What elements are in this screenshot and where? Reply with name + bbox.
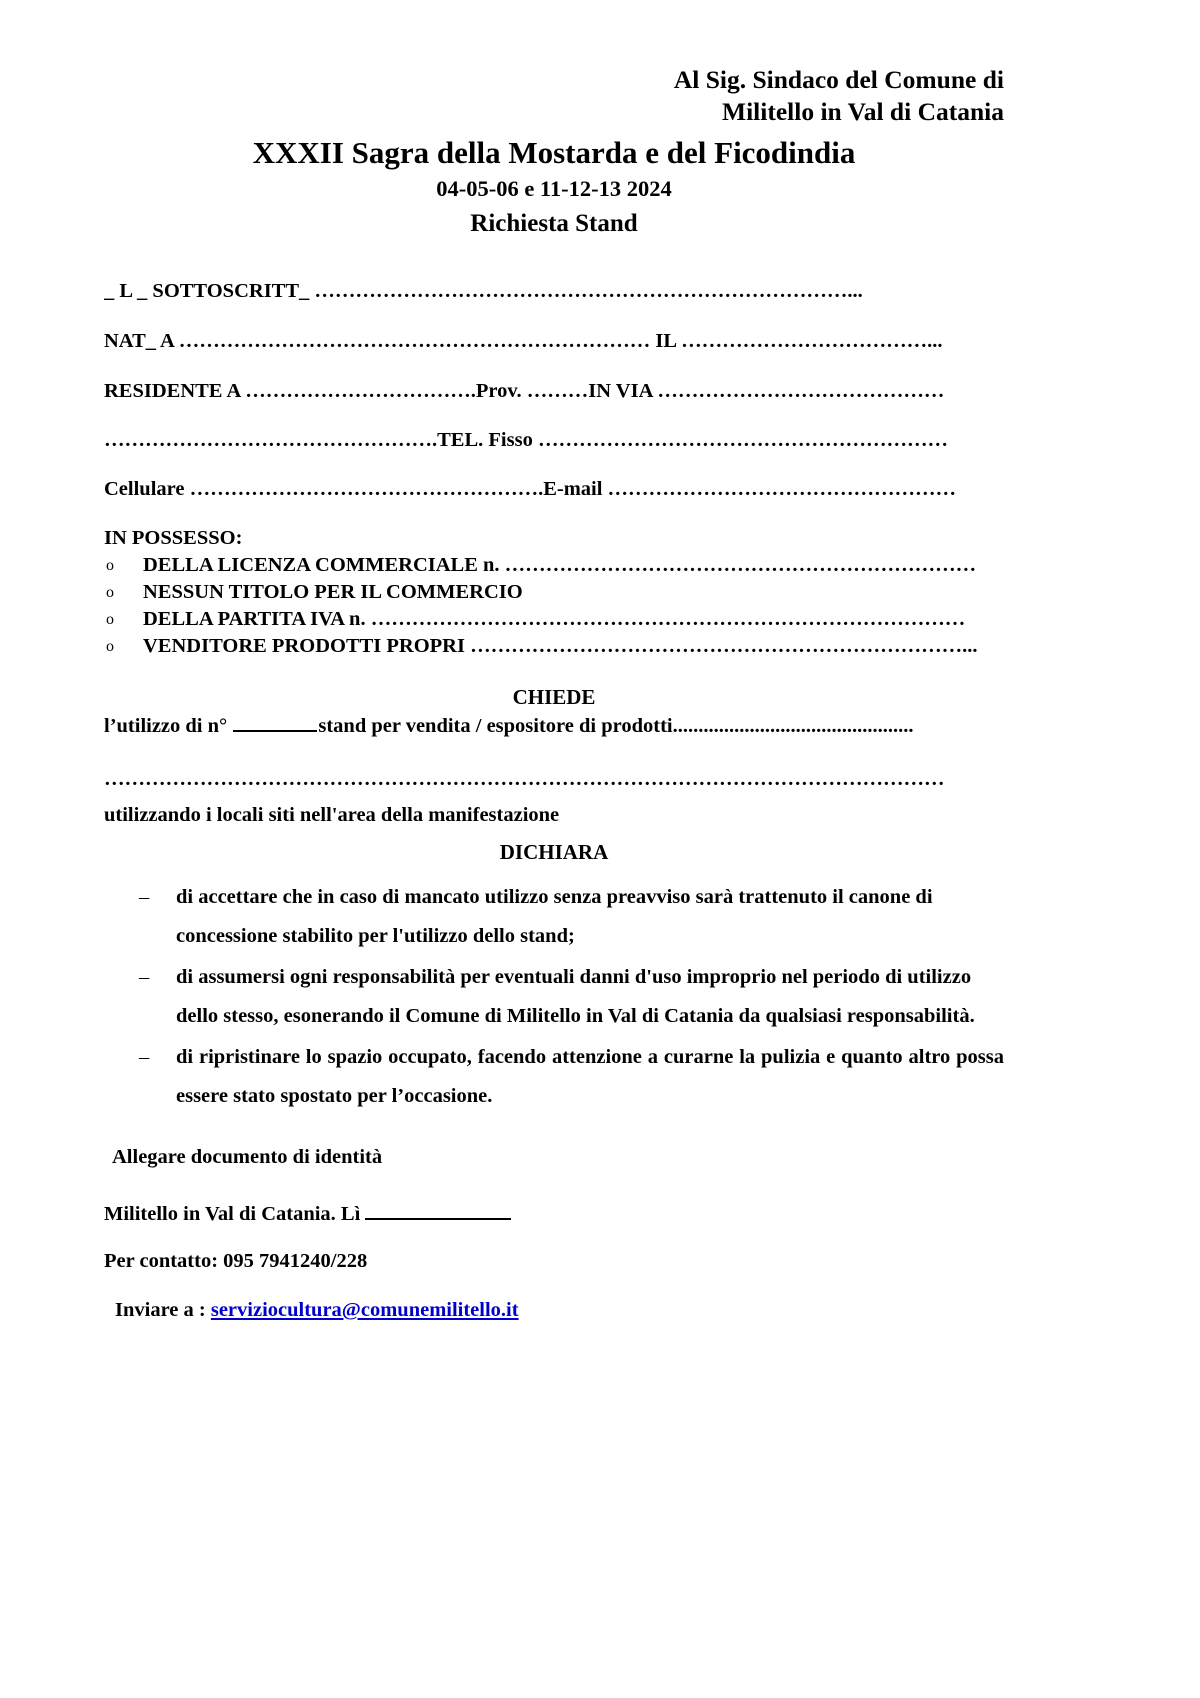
checkbox-circle-icon[interactable]: o [106,557,114,574]
chiede-suffix-label: stand per vendita / espositore di prodotti............................................... [318,715,914,737]
dichiara-item-text: di assumersi ogni responsabilità per eventuali danni d'uso improprio nel periodo di utilizzo dello stesso, esonerando il Comune di Militello in Val di Catania da qualsiasi responsabilità. [176,966,975,1027]
dichiara-item-text: di accettare che in caso di mancato utilizzo senza preavviso sarà trattenuto il canone di concessione stabilito per l'utilizzo dello stand; [176,886,933,947]
addressee-block [104,0,1004,128]
possesso-option-partita-iva[interactable] [104,606,1004,633]
chiede-heading: CHIEDE [512,685,596,709]
chiede-continuation-line[interactable]: …………………………………………………………………………………………………………… [104,768,945,790]
addressee-line-1: Al Sig. Sindaco del Comune di [673,65,1004,94]
document-content [104,0,1004,1324]
possesso-option-nessun-titolo[interactable] [104,579,1004,606]
addressee-line-2: Militello in Val di Catania [722,97,1004,126]
possesso-option-label: VENDITORE PRODOTTI PROPRI ………………………………………………………………... [143,635,978,657]
dash-bullet-icon: – [139,1046,150,1068]
checkbox-circle-icon[interactable]: o [106,611,114,628]
stand-quantity-input[interactable] [233,713,317,732]
possesso-option-label: DELLA LICENZA COMMERCIALE n. …………………………………………………………… [143,554,977,576]
signature-date-input[interactable] [365,1202,511,1220]
chiede-request-line [104,713,1004,740]
dichiara-item-text: di ripristinare lo spazio occupato, facendo attenzione a curarne la pulizia e quanto altro possa essere stato spostato per l’occasione. [176,1046,1004,1107]
possesso-option-licenza-commerciale[interactable] [104,552,1004,579]
checkbox-circle-icon[interactable]: o [106,638,114,655]
possesso-option-label: NESSUN TITOLO PER IL COMMERCIO [143,581,523,603]
signature-place-date-line [104,1201,1004,1228]
field-residente-prov-via[interactable]: RESIDENTE A …………………………….Prov. ………IN VIA …………………………………… [104,380,945,402]
allegare-documento-note: Allegare documento di identità [112,1146,383,1168]
inviare-label: Inviare a : [115,1299,206,1321]
checkbox-circle-icon[interactable]: o [106,584,114,601]
inviare-a-line [104,1297,1004,1324]
dichiara-item [104,878,1004,956]
field-cellulare-email[interactable]: Cellulare …………………………………………….E-mail …………………………………………… [104,478,957,500]
possesso-heading: IN POSSESSO: [104,527,243,549]
dichiara-item [104,1038,1004,1116]
dichiara-item [104,958,1004,1036]
locali-siti-line: utilizzando i locali siti nell'area della manifestazione [104,804,560,826]
email-link[interactable]: serviziocultura@comunemilitello.it [210,1299,519,1321]
possesso-option-label: DELLA PARTITA IVA n. …………………………………………………………………………… [143,608,966,630]
possesso-option-venditore-prodotti-propri[interactable] [104,633,1004,660]
field-telefono-fisso[interactable]: ………………………………………….TEL. Fisso …………………………………………………… [104,429,948,451]
signature-place-label: Militello in Val di Catania. Lì [104,1203,361,1225]
applicant-fields [104,278,1004,502]
dichiara-declarations-list [104,878,1004,1116]
document-subtitle: Richiesta Stand [470,210,638,237]
document-title: XXXII Sagra della Mostarda e del Ficodindia [252,135,856,170]
field-nato-a-il[interactable]: NAT_ A …………………………………………………………… IL ………………………………... [104,330,943,352]
dash-bullet-icon: – [139,886,150,908]
chiede-prefix-label: l’utilizzo di n° [104,715,228,737]
possesso-options-list [104,552,1004,660]
dash-bullet-icon: – [139,966,150,988]
event-dates: 04-05-06 e 11-12-13 2024 [436,176,672,201]
dichiara-heading: DICHIARA [499,840,609,864]
contact-phone-line: Per contatto: 095 7941240/228 [104,1250,368,1272]
field-sottoscritto[interactable]: _ L _ SOTTOSCRITT_ ……………………………………………………………………... [104,280,863,302]
